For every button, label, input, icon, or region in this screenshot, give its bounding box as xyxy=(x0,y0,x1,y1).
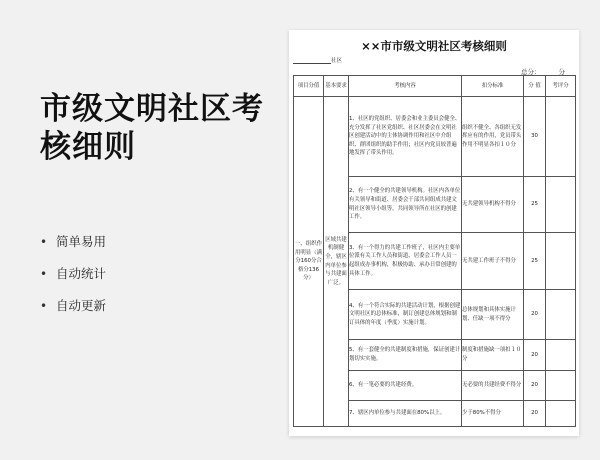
standard-cell: 总体规划和具体实施计划、任缺一项不得分 xyxy=(462,290,524,340)
score-cell: 20 xyxy=(524,290,546,340)
content-cell: 1、社区的党组织、居委会和业主委员会健全、充分发挥了社区党组织、社区居委会在文明社区创建活动中的主体协调作用和社区中介组织、群团组织的助手作用；社区内党员较普遍地发挥了带头作用。 xyxy=(349,97,462,177)
feature-item xyxy=(40,264,106,296)
feature-label: 自动统计 xyxy=(56,266,107,281)
header-content: 考核内容 xyxy=(349,76,462,97)
document-preview xyxy=(289,30,579,436)
score-cell: 25 xyxy=(524,177,546,233)
section-item: 一、组织作用明显（满分160分合格分136分） xyxy=(294,97,324,427)
evaluation-cell[interactable] xyxy=(546,233,576,290)
document-title: ××市市级文明社区考核细则 xyxy=(361,39,507,53)
district-blank xyxy=(293,57,331,64)
assessment-table xyxy=(293,75,576,427)
header-score: 分 值 xyxy=(524,76,546,97)
feature-list xyxy=(40,232,106,328)
district-field xyxy=(293,56,342,64)
standard-cell: 制度和措施缺一项扣１０分 xyxy=(462,340,524,371)
total-unit: 分 xyxy=(558,68,565,76)
standard-cell: 无共建领导机构不得分 xyxy=(462,177,524,233)
evaluation-cell[interactable] xyxy=(546,401,576,427)
score-cell: 30 xyxy=(524,97,546,177)
content-cell: 3、有一个得力的共建工作班子，社区内主要单位派有关工作人员和街道、居委会工作人员一起组成办事机构，积极协助、承办日常创建的具体工作。 xyxy=(349,233,462,290)
evaluation-cell[interactable] xyxy=(546,340,576,371)
header-item: 项目分值 xyxy=(294,76,324,97)
evaluation-cell[interactable] xyxy=(546,177,576,233)
district-suffix: 社区 xyxy=(331,58,343,64)
total-label: 总分： xyxy=(521,68,541,76)
evaluation-cell[interactable] xyxy=(546,290,576,340)
content-cell: 5、有一套健全的共建制度和措施，保证创建计划切实实施。 xyxy=(349,340,462,371)
section-requirement: 区域共建机制健全，辖区内单位参与共建面广泛。 xyxy=(324,97,349,427)
content-cell: 6、有一笔必要的共建经费。 xyxy=(349,371,462,401)
standard-cell: 无必要的共建经费不得分 xyxy=(462,371,524,401)
feature-label: 简单易用 xyxy=(56,234,107,249)
promo-title: 市级文明社区考核细则 xyxy=(40,91,264,165)
score-cell: 20 xyxy=(524,401,546,427)
score-cell: 20 xyxy=(524,340,546,371)
bullet-icon: • xyxy=(40,299,48,313)
header-evaluation: 考评分 xyxy=(546,76,576,97)
score-cell: 25 xyxy=(524,233,546,290)
feature-label: 自动更新 xyxy=(56,298,107,313)
content-cell: 7、辖区内单位参与共建面在80%以上。 xyxy=(349,401,462,427)
content-cell: 4、有一个符合实际的共建活动计划，根据创建文明社区的总体标准，制订创建总体规划和制订具体的年度（季度）实施计划。 xyxy=(349,290,462,340)
standard-cell: 无共建工作班子不得分 xyxy=(462,233,524,290)
score-cell: 20 xyxy=(524,371,546,401)
bullet-icon: • xyxy=(40,235,48,249)
header-basic: 基本要求 xyxy=(324,76,349,97)
standard-cell: 组织不健全、各组织无发挥应有的作用，党员带头作用不明显各扣１０分 xyxy=(462,97,524,177)
evaluation-cell[interactable] xyxy=(546,371,576,401)
feature-item xyxy=(40,232,106,264)
bullet-icon: • xyxy=(40,267,48,281)
evaluation-cell[interactable] xyxy=(546,97,576,177)
feature-item xyxy=(40,296,106,328)
header-deduct: 扣分标准 xyxy=(462,76,524,97)
standard-cell: 少于80%不得分 xyxy=(462,401,524,427)
content-cell: 2、有一个健全的共建领导机构。社区内各单位有关领导和街道、居委会干部共同组成共建文明社区领导小组等，共同领导所在社区的创建工作。 xyxy=(349,177,462,233)
table-header-row xyxy=(294,76,576,97)
table-row xyxy=(294,97,576,177)
